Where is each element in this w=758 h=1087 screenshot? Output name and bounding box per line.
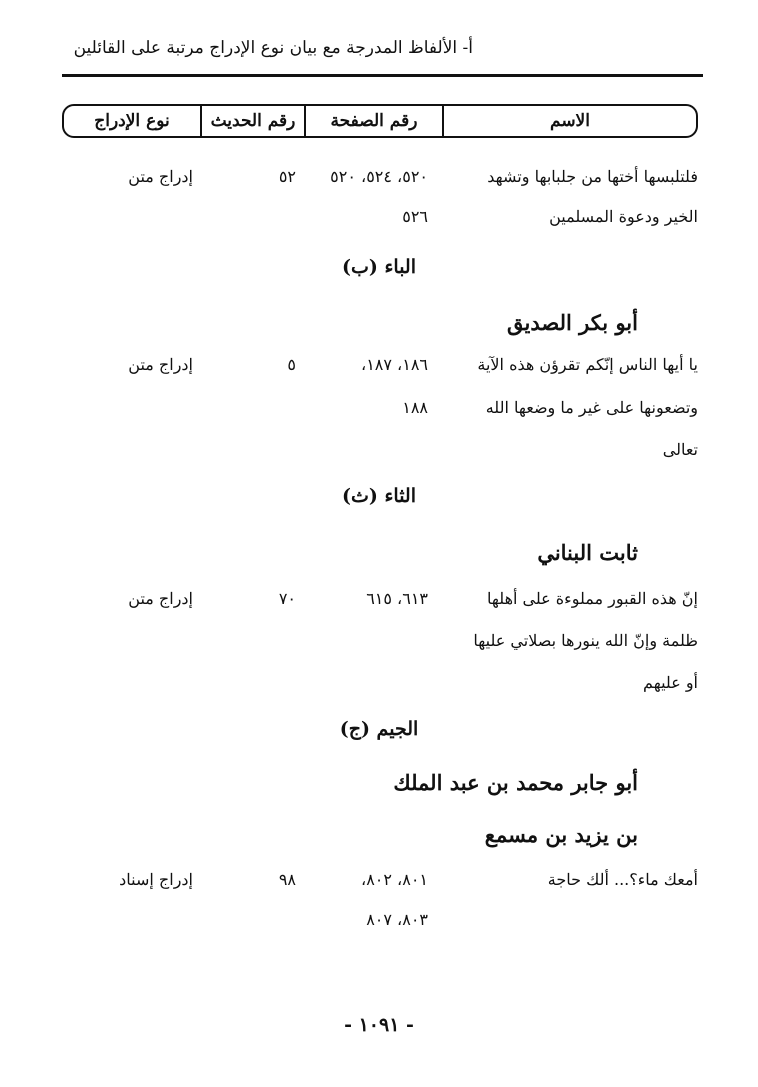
table-header xyxy=(62,104,698,138)
narrator-heading: أبو بكر الصديق xyxy=(506,310,638,335)
entry-hadith-number: ٥ xyxy=(287,355,296,374)
section-heading-letter: الجيم (ج) xyxy=(339,718,419,740)
entry-hadith-number: ٧٠ xyxy=(278,589,296,608)
narrator-heading-continued: بن يزيد بن مسمع xyxy=(484,822,638,847)
entry-insertion-type: إدراج متن xyxy=(128,167,193,186)
entry-name: إنّ هذه القبور مملوءة على أهلها xyxy=(487,589,698,608)
narrator-heading: أبو جابر محمد بن عبد الملك xyxy=(393,770,638,795)
column-header-name: الاسم xyxy=(550,111,590,131)
entry-name: أمعك ماء؟... ألك حاجة xyxy=(547,870,698,889)
column-header-type: نوع الإدراج xyxy=(94,111,170,131)
narrator-heading: ثابت البناني xyxy=(537,540,638,565)
table-row xyxy=(0,202,758,232)
section-heading-letter: الثاء (ث) xyxy=(341,485,416,507)
running-head: أ- الألفاظ المدرجة مع بيان نوع الإدراج مرتبة على القائلين xyxy=(73,38,473,58)
entry-name: أو عليهم xyxy=(643,673,698,692)
entry-name: تعالى xyxy=(662,440,698,459)
entry-insertion-type: إدراج متن xyxy=(128,589,193,608)
table-row xyxy=(0,162,758,192)
table-row xyxy=(0,865,758,895)
table-row xyxy=(0,668,758,698)
header-rule xyxy=(62,74,703,77)
section-heading-letter: الباء (ب) xyxy=(341,256,416,278)
entry-page-numbers: ٥٢٠، ٥٢٤، ٥٢٠ xyxy=(330,167,428,186)
entry-page-numbers: ٨٠١، ٨٠٢، xyxy=(361,870,428,889)
entry-page-numbers: ١٨٨ xyxy=(402,398,428,417)
entry-hadith-number: ٩٨ xyxy=(278,870,296,889)
entry-page-numbers: ٨٠٣، ٨٠٧ xyxy=(366,910,428,929)
entry-page-numbers: ٥٢٦ xyxy=(402,207,428,226)
page-number: - ١٠٩١ - xyxy=(344,1014,414,1036)
table-row xyxy=(0,584,758,614)
table-row xyxy=(0,435,758,465)
table-row xyxy=(0,350,758,380)
entry-name: الخير ودعوة المسلمين xyxy=(549,207,698,226)
entry-name: يا أيها الناس إنّكم تقرؤن هذه الآية xyxy=(477,355,698,374)
entry-name: ظلمة وإنّ الله ينورها بصلاتي عليها xyxy=(473,631,698,650)
entry-name: وتضعونها على غير ما وضعها الله xyxy=(485,398,698,417)
entry-insertion-type: إدراج متن xyxy=(128,355,193,374)
entry-name: فلتلبسها أختها من جلبابها وتشهد xyxy=(487,167,698,186)
column-header-page: رقم الصفحة xyxy=(304,106,444,136)
entry-hadith-number: ٥٢ xyxy=(278,167,296,186)
table-row xyxy=(0,905,758,935)
table-row xyxy=(0,626,758,656)
column-header-hadith: رقم الحديث xyxy=(200,106,304,136)
table-row xyxy=(0,393,758,423)
entry-page-numbers: ٦١٣، ٦١٥ xyxy=(366,589,428,608)
entry-page-numbers: ١٨٦، ١٨٧، xyxy=(361,355,428,374)
entry-insertion-type: إدراج إسناد xyxy=(119,870,193,889)
